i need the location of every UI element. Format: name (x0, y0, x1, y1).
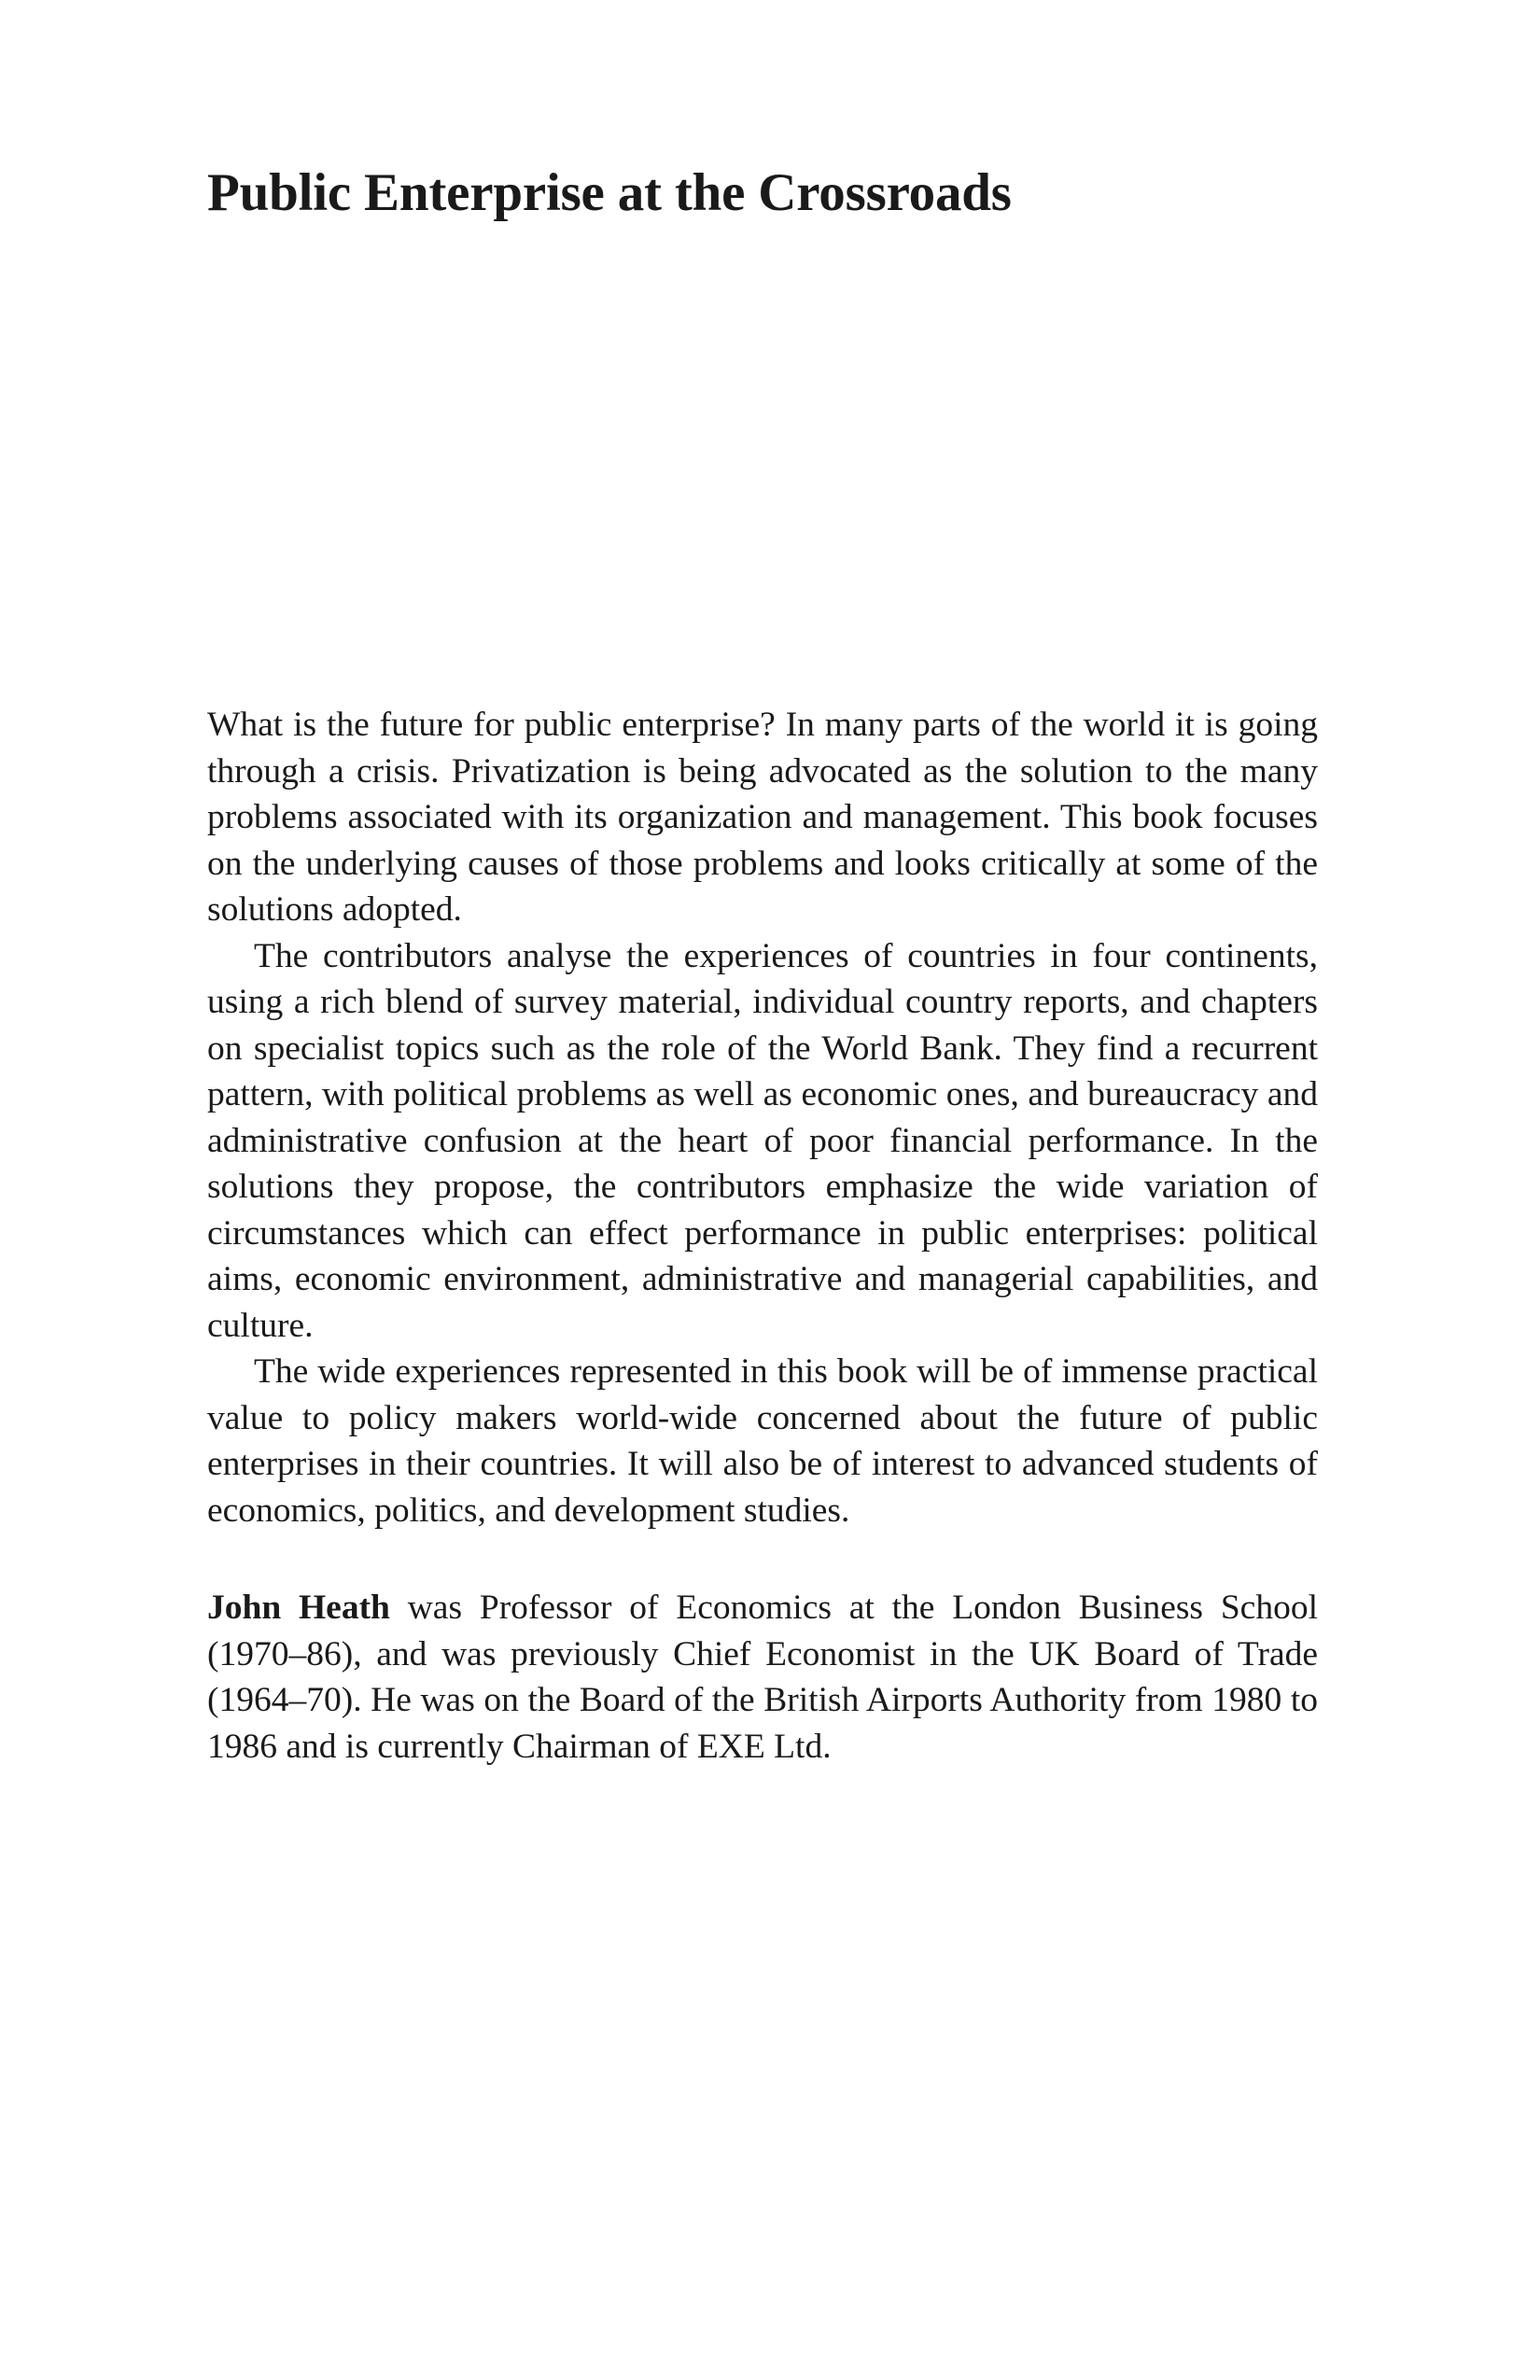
description-paragraph-1: What is the future for public enterprise? In many parts of the world it is going through a crisis. Privatization is being advocated as the solution to the many problems associated with its organization and management. This book focuses on the underlying causes of those problems and looks critically at some of the solutions adopted. (207, 706, 1318, 929)
author-bio (207, 1585, 1318, 1770)
description-paragraph-3: The wide experiences represented in this book will be of immense practical value to policy makers world-wide concerned about the future of public enterprises in their countries. It will also be of interest to advanced students of economics, politics, and development studies. (207, 1352, 1318, 1530)
book-description (207, 702, 1318, 1533)
book-title: Public Enterprise at the Crossroads (207, 163, 1012, 222)
author-name: John Heath (207, 1589, 390, 1627)
description-paragraph-2: The contributors analyse the experiences of countries in four continents, using a rich blend of survey material, individual country reports, and chapters on specialist topics such as the role of the World Bank. They find a recurrent pattern, with political problems as well as economic ones, and bureaucracy and administrative confusion at the heart of poor financial performance. In the solutions they propose, the contributors emphasize the wide variation of circumstances which can effect performance in public enterprises: political aims, economic environment, administrative and managerial capabilities, and culture. (207, 936, 1318, 1345)
author-bio-text: was Professor of Economics at the London Business School (1970–86), and was previously Chief Economist in the UK Board of Trade (1964–70). He was on the Board of the British Airports Authority from 1980 to 1986 and is currently Chairman of EXE Ltd. (207, 1589, 1318, 1766)
